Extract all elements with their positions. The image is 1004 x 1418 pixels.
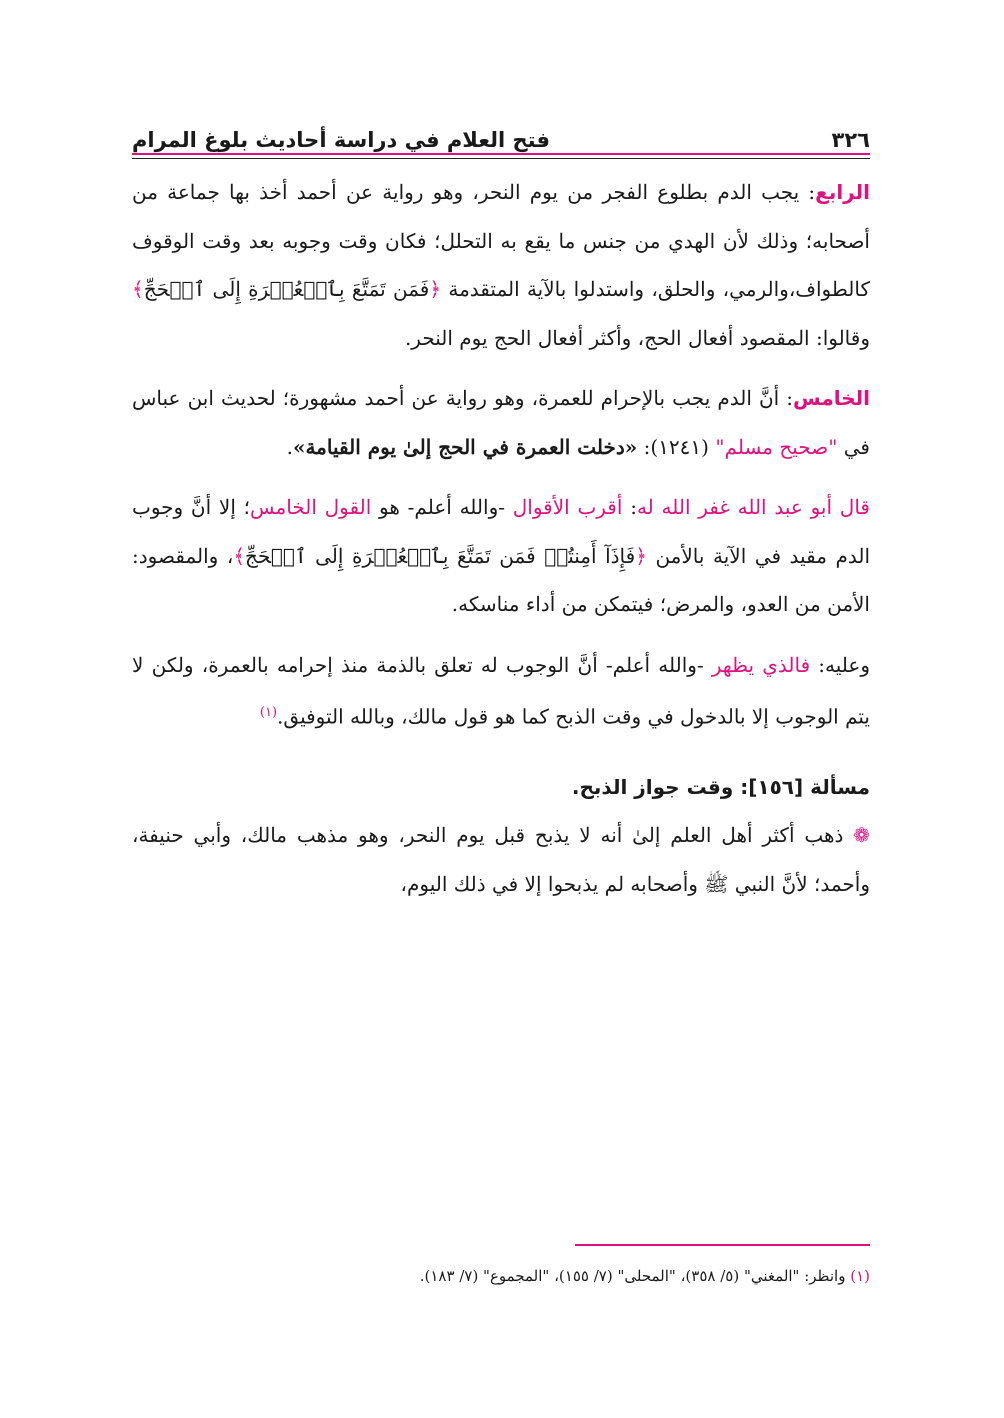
running-header [132,112,870,152]
footnote-number: (١) [850,1267,870,1285]
paragraph-slaughter-time: ❁ ذهب أكثر أهل العلم إلىٰ أنه لا يذبح قبل يوم النحر، وهو مذهب مالك، وأبي حنيفة، وأحمد؛ لأنَّ النبي ﷺ وأصحابه لم يذبحوا إلا في ذلك اليوم، [132,823,870,896]
header-rule-black [132,158,870,159]
flower-bullet-icon: ❁ [853,823,870,848]
quran-verse: فَمَن تَمَتَّعَ بِٱلۡعُمۡرَةِ إِلَى ٱلۡحَجِّ [143,277,430,301]
book-title: فتح العلام في دراسة أحاديث بلوغ المرام [132,128,550,152]
paragraph-fifth-opinion: الخامس: أنَّ الدم يجب بالإحرام للعمرة، وهو رواية عن أحمد مشهورة؛ لحديث ابن عباس في "صحيح مسلم" (١٢٤١): «دخلت العمرة في الحج إلىٰ يوم القيامة». [132,386,870,459]
paragraph-conclusion: وعليه: فالذي يظهر -والله أعلم- أنَّ الوجوب له تعلق بالذمة منذ إحرامه بالعمرة، ولكن لا يتم الوجوب إلا بالدخول في وقت الذبح كما هو قول مالك، وبالله التوفيق.$^{(١)}$ [132,652,871,729]
footnote-rule [575,1244,870,1246]
paragraph-author-view: قال أبو عبد الله غفر الله له: أقرب الأقوال -والله أعلم- هو القول الخامس؛ إلا أنَّ وجوب الدم مقيد في الآية بالأمن ﴿فَإِذَآ أَمِنتُمۡ فَمَن تَمَتَّعَ بِٱلۡعُمۡرَةِ إِلَى ٱلۡحَجِّ﴾، والمقصود: الأمن من العدو، والمرض؛ فيتمكن من أداء مناسكه. [132,495,870,616]
label-fifth: الخامس [793,386,870,410]
hadith-quote: «دخلت العمرة في الحج إلىٰ يوم القيامة» [292,434,638,459]
footnote-ref[interactable]: (١) [259,705,278,720]
author-label: قال أبو عبد الله غفر الله له [636,495,870,519]
header-rule-pink [132,153,870,155]
label-fourth: الرابع [815,180,870,204]
paragraph-fourth-opinion: الرابع: يجب الدم بطلوع الفجر من يوم النحر، وهو رواية عن أحمد أخذ بها جماعة من أصحابه؛ وذلك لأن الهدي من جنس ما يقع به التحلل؛ فكان وقت وجوبه بعد وقت الوقوف كالطواف،والرمي، والحلق، واستدلوا بالآية المتقدمة ﴿فَمَن تَمَتَّعَ بِٱلۡعُمۡرَةِ إِلَى ٱلۡحَجِّ﴾ وقالوا: المقصود أفعال الحج، وأكثر أفعال الحج يوم النحر. [132,180,871,350]
section-heading: مسألة [١٥٦]: وقت جواز الذبح. [571,775,870,800]
page-number: ٣٢٦ [831,128,870,152]
page-body [132,168,870,908]
footnote: (١) وانظر: "المغني" (٥/ ٣٥٨)، "المحلى" (٧/ ١٥٥)، "المجموع" (٧/ ١٨٣). [419,1267,870,1285]
quran-verse: فَإِذَآ أَمِنتُمۡ فَمَن تَمَتَّعَ بِٱلۡعُمۡرَةِ إِلَى ٱلۡحَجِّ [245,543,636,568]
source-name: "صحيح مسلم" [715,434,838,459]
